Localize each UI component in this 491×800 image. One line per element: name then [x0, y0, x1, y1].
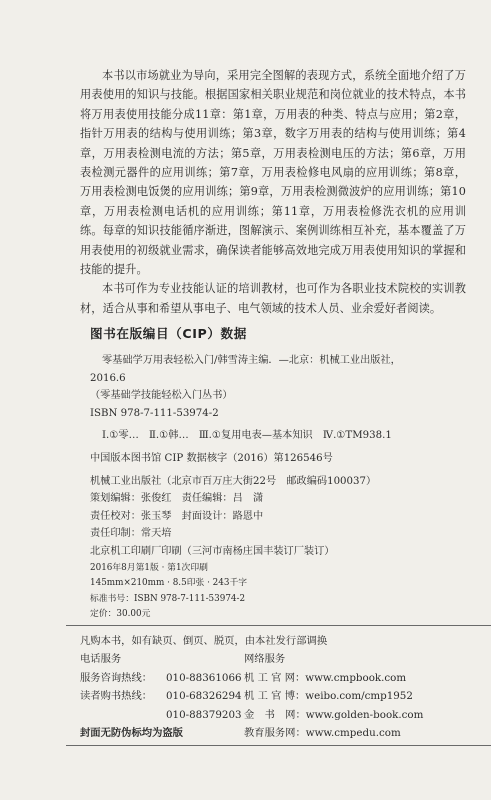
education-site: 教育服务网：www.cmpedu.com [244, 727, 401, 740]
intro-paragraph-1: 本书以市场就业为导向，采用完全图解的表现方式，系统全面地介绍了万用表使用的知识与技能。根据国家相关职业规范和岗位就业的技术特点，本书将万用表使用技能分成11章：第1章，万用表的种类、特点与应用；第2章，指针万用表的结构与使用训练；第3章，数字万用表的结构与使用训练；第4章，万用表检测电流的方法；第5章，万用表检测电压的方法；第6章，万用表检测元器件的应用训练；第7章，万用表检修电风扇的应用训练；第8章，万用表检测电饭煲的应用训练；第9章，万用表检测微波炉的应用训练；第10章，万用表检测电话机的应用训练；第11章，万用表检修洗衣机的应用训练。每章的知识技能循序渐进，图解演示、案例训练相互补充，基本覆盖了万用表使用的初级就业需求，确保读者能够高效地完成万用表使用知识的掌握和技能的提升。 [80, 69, 466, 277]
format-info: 145mm×210mm · 8.5印张 · 243千字 [90, 578, 248, 589]
anti-counterfeit-notice: 封面无防伪标均为盗版 [80, 727, 183, 740]
service-label: 服务咨询热线： [80, 671, 153, 684]
cip-citation-line1: 零基础学万用表轻松入门/韩雪涛主编．—北京：机械工业出版社， [102, 355, 401, 366]
divider-bottom [66, 745, 491, 746]
book-introduction [80, 66, 466, 318]
service-net: 金 书 网：www.golden-book.com [244, 708, 424, 721]
network-service-title: 网络服务 [244, 653, 286, 666]
cip-classification: Ⅰ.①零… Ⅱ.①韩… Ⅲ.①复用电表—基本知识 Ⅳ.①TM938.1 [102, 430, 392, 442]
phone-service-title: 电话服务 [80, 653, 122, 666]
print-person: 责任印制：常天培 [90, 528, 172, 540]
service-info [80, 632, 480, 742]
cip-series: （零基础学技能轻松入门丛书） [90, 390, 233, 402]
editors: 策划编辑：张俊红 责任编辑：吕 潇 [90, 493, 264, 505]
divider-top [66, 625, 491, 626]
service-row [80, 687, 480, 705]
cip-citation-line2: 2016.6 [90, 372, 126, 384]
cip-isbn: ISBN 978-7-111-53974-2 [90, 407, 219, 419]
replacement-notice: 凡购本书，如有缺页、倒页、脱页，由本社发行部调换 [80, 635, 328, 647]
service-row [80, 706, 480, 724]
cip-block [90, 352, 470, 623]
service-net: 机 工 官 网：www.cmpbook.com [244, 671, 407, 684]
service-number: 010-88361066 [166, 671, 242, 684]
cip-record-number: 中国版本图书馆 CIP 数据核字（2016）第126546号 [90, 452, 333, 464]
edition-info: 2016年8月第1版 · 第1次印刷 [90, 562, 208, 573]
service-net: 机 工 官 博：weibo.com/cmp1952 [244, 690, 413, 703]
intro-paragraph-2: 本书可作为专业技能认证的培训教材，也可作为各职业技术院校的实训教材，适合从事和希望从事电子、电气领域的技术人员、业余爱好者阅读。 [80, 282, 466, 315]
proof-and-cover: 责任校对：张玉琴 封面设计：路恩中 [90, 510, 264, 522]
service-label [80, 706, 166, 724]
service-number: 010-68326294 [166, 690, 242, 703]
publisher-info: 机械工业出版社（北京市百万庄大街22号 邮政编码100037） [90, 475, 377, 487]
service-row [80, 669, 480, 687]
price: 定价：30.00元 [90, 609, 151, 620]
printer-info: 北京机工印刷厂印刷（三河市南杨庄国丰装订厂装订） [90, 545, 335, 557]
service-label: 读者购书热线： [80, 690, 153, 703]
service-number: 010-88379203 [166, 708, 242, 721]
cip-title: 图书在版编目（CIP）数据 [90, 326, 247, 341]
standard-isbn: 标准书号：ISBN 978-7-111-53974-2 [90, 593, 246, 604]
